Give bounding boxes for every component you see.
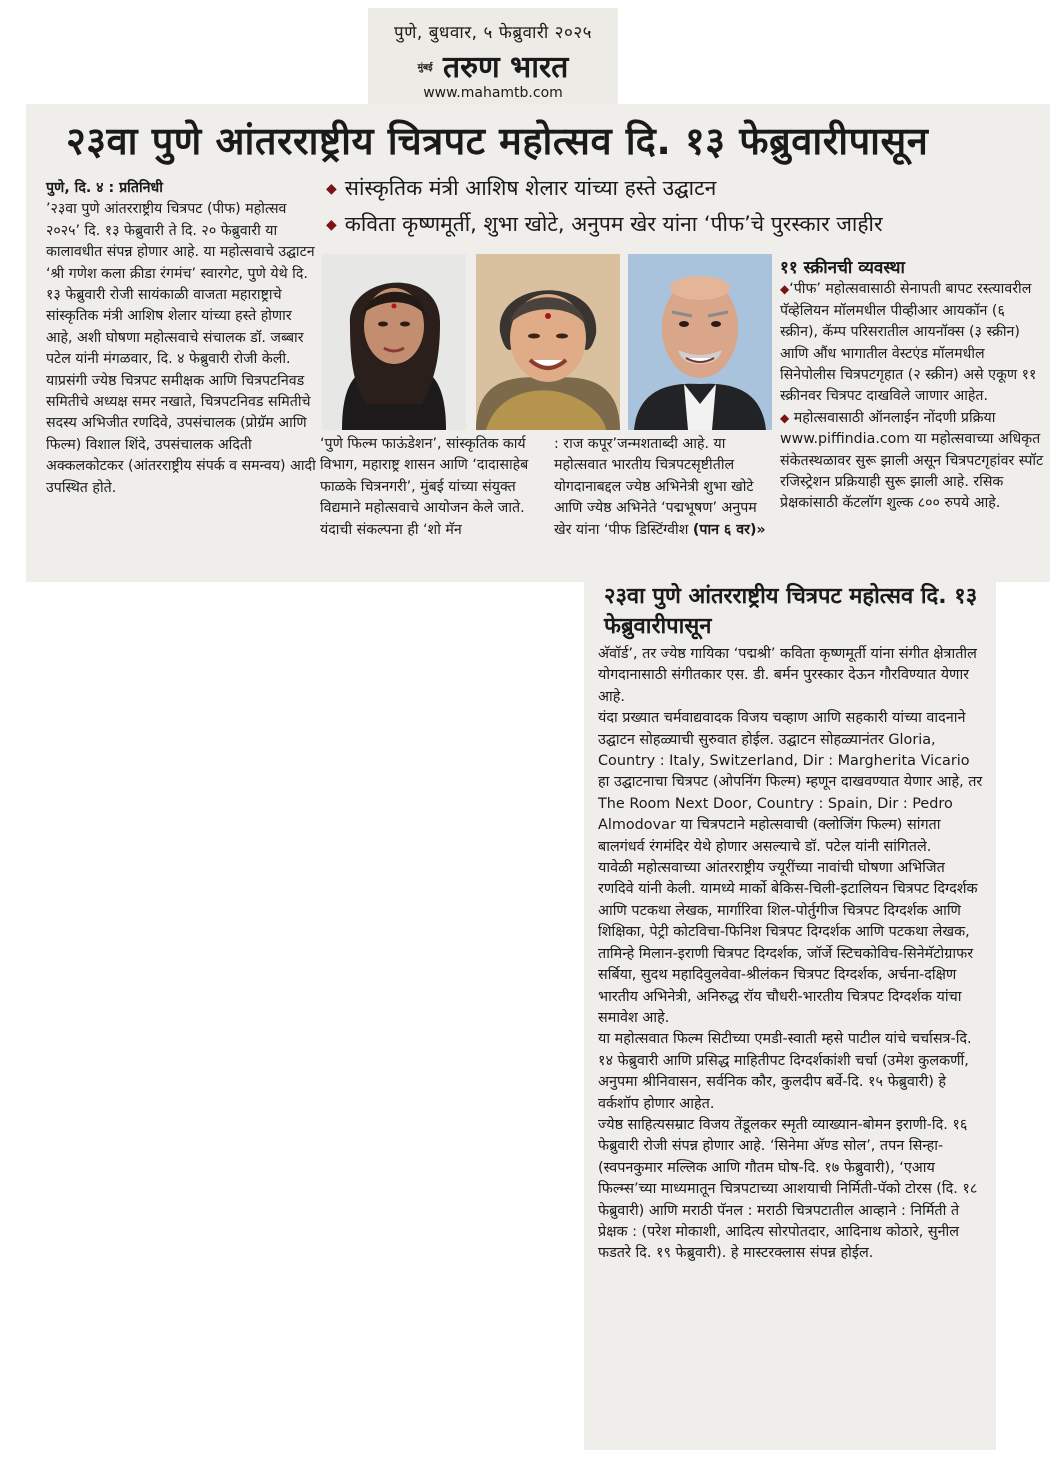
article-column-2: ‘पुणे फिल्म फाऊंडेशन’, सांस्कृतिक कार्य विभाग, महाराष्ट्र शासन आणि ‘दादासाहेब फाळके चित्रनगरी’, मुंबई यांच्या संयुक्त विद्यमाने महोत्सवाचे आयोजन केले जाते. यंदाची संकल्पना ही ‘शो मॅन [320,436,529,538]
diamond-bullet-icon: ◆ [326,181,337,197]
continuation-headline: २३वा पुणे आंतरराष्ट्रीय चित्रपट महोत्सव दि. १३ फेब्रुवारीपासून [604,584,978,639]
article-headline: २३वा पुणे आंतरराष्ट्रीय चित्रपट महोत्सव दि. १३ फेब्रुवारीपासून [66,119,929,163]
website-url: www.mahamtb.com [423,85,563,101]
article-clipping [26,104,1050,582]
photo-shubha-khote [476,254,620,430]
byline: पुणे, दि. ४ : प्रतिनिधी [46,180,163,196]
logo-text: तरुण भारत [443,50,569,85]
masthead [368,8,618,104]
subheading-1 [326,174,716,202]
subheading-2 [326,210,883,238]
article-column-1 [46,178,322,499]
sidebar-title: ११ स्क्रीनची व्यवस्था [780,258,905,278]
continuation-paragraph: ज्येष्ठ साहित्यसम्राट विजय तेंडूलकर स्मृती व्याख्यान-बोमन इराणी-दि. १६ फेब्रुवारी रोजी संपन्न होणार आहे. ‘सिनेमा अ‍ॅण्ड सोल’, तपन सिन्हा-(स्वपनकुमार मल्लिक आणि गौतम घोष-दि. १७ फेब्रुवारी), ‘एआय फिल्म्स’च्या माध्यमातून चित्रपटाच्या आशयाची निर्मिती-पॅको टोरस (दि. १८ फेब्रुवारी) आणि मराठी पॅनल : मराठी चित्रपटातील आव्हाने : निर्मिती ते प्रेक्षक : (परेश मोकाशी, आदित्य सोरपोतदार, आदिनाथ कोठारे, सुनील फडतरे दि. १९ फेब्रुवारी). हे मास्टरक्लास संपन्न होईल. [598,1116,978,1262]
continued-on-page-link: (पान ६ वर)» [692,521,766,538]
diamond-bullet-icon: ◆ [780,410,790,425]
diamond-bullet-icon: ◆ [780,282,790,297]
continuation-paragraph: अ‍ॅवॉर्ड’, तर ज्येष्ठ गायिका ‘पद्मश्री’ कविता कृष्णमूर्ती यांना संगीत क्षेत्रातील योगदानासाठी संगीतकार एस. डी. बर्मन पुरस्कार देऊन गौरविण्यात येणार आहे. [598,646,977,705]
photo-kavita-krishnamurthy [322,254,466,430]
article-column-3 [554,434,776,541]
subheading-1-text: सांस्कृतिक मंत्री आशिष शेलार यांच्या हस्ते उद्घाटन [344,176,717,200]
logo-prefix: मुंबई [417,63,433,73]
continuation-paragraph: यंदा प्रख्यात चर्मवाद्यवादक विजय चव्हाण आणि सहकारी यांच्या वादनाने उद्घाटन सोहळ्याची सुरुवात होईल. उद्घाटन सोहळ्यानंतर Gloria, Country : Italy, Switzerland, Dir : Margherita Vicario हा उद्घाटनाचा चित्रपट (ओपनिंग फिल्म) म्हणून दाखवण्यात येणार आहे, तर The Room Next Door, Country : Spain, Dir : Pedro Almodovar या चित्रपटाने महोत्सवाची (क्लोजिंग फिल्म) सांगता बालगंधर्व रंगमंदिर येथे होणार असल्याचे डॉ. पटेल यांनी सांगितले. [598,710,983,855]
sidebar-box [780,258,1044,515]
dateline: पुणे, बुधवार, ५ फेब्रुवारी २०२५ [393,23,593,43]
sidebar-paragraph-1: ‘पीफ’ महोत्सवासाठी सेनापती बापट रस्त्यावरील पॅव्हेलियन मॉलमधील पीव्हीआर आयकॉन (६ स्क्रीन), कॅम्प परिसरातील आयनॉक्स (३ स्क्रीन) आणि औंध भागातील वेस्टएंड मॉलमधील सिनेपोलीस चित्रपटगृहात (२ स्क्रीन) असे एकूण ११ स्क्रीनवर चित्रपट दाखविले जाणार आहेत. [780,281,1037,405]
newspaper-logo [368,50,618,85]
photo-anupam-kher [628,254,772,430]
sidebar-paragraph-2: महोत्सवासाठी ऑनलाईन नोंदणी प्रक्रिया www.piffindia.com या महोत्सवाच्या अधिकृत संकेतस्थळावर सुरू झाली असून चित्रपटगृहांवर स्पॉट रजिस्ट्रेशन प्रक्रियाही सुरू झाली आहे. रसिक प्रेक्षकांसाठी कॅटलॉग शुल्क ८०० रुपये आहे. [780,409,1044,512]
column-3-text: : राज कपूर’जन्मशताब्दी आहे. या महोत्सवात भारतीय चित्रपटसृष्टीतील योगदानाबद्दल ज्येष्ठ अभिनेत्री शुभा खोटे आणि ज्येष्ठ अभिनेते ‘पद्मभूषण’ अनुपम खेर यांना ‘पीफ डिस्टिंग्वीश [554,436,757,538]
continuation-paragraph: यावेळी महोत्सवाच्या आंतरराष्ट्रीय ज्यूरींच्या नावांची घोषणा अभिजित रणदिवे यांनी केली. यामध्ये मार्को बेकिस-चिली-इटालियन चित्रपट दिग्दर्शक आणि पटकथा लेखक, मार्गारिवा शिल-पोर्तुगीज चित्रपट दिग्दर्शक आणि शिक्षिका, पेट्री कोटविचा-फिनिश चित्रपट दिग्दर्शक आणि पटकथा लेखक, तामिन्हे मिलान-इराणी चित्रपट दिग्दर्शक, जॉर्जे स्टिचकोविच-सिनेमॅटोग्राफर सर्बिया, सुदथ महादिवुलवेवा-श्रीलंकन चित्रपट दिग्दर्शक, अर्चना-दक्षिण भारतीय अभिनेत्री, अनिरुद्ध रॉय चौधरी-भारतीय चित्रपट दिग्दर्शक यांचा समावेश आहे. [598,860,978,1026]
continuation-body [598,644,984,1265]
subheading-2-text: कविता कृष्णमूर्ती, शुभा खोटे, अनुपम खेर यांना ‘पीफ’चे पुरस्कार जाहीर [344,212,883,236]
column-1-text: ’२३वा पुणे आंतरराष्ट्रीय चित्रपट (पीफ) महोत्सव २०२५’ दि. १३ फेब्रुवारी ते दि. २० फेब्रुवारी या कालावधीत संपन्न होणार आहे. या महोत्सवाचे उद्घाटन ‘श्री गणेश कला क्रीडा रंगमंच’ स्वारगेट, पुणे येथे दि. १३ फेब्रुवारी रोजी सायंकाळी वाजता महाराष्ट्राचे सांस्कृतिक मंत्री आशिष शेलार यांच्या हस्ते होणार आहे, अशी घोषणा महोत्सवाचे संचालक डॉ. जब्बार पटेल यांनी मंगळवार, दि. ४ फेब्रुवारी रोजी केली. याप्रसंगी ज्येष्ठ चित्रपट समीक्षक आणि चित्रपटनिवड समितीचे अध्यक्ष समर नखाते, चित्रपटनिवड समितीचे सदस्य अभिजीत रणदिवे, उपसंचालक (प्रोग्रॅम आणि फिल्म) विशाल शिंदे, उपसंचालक अदिती अक्कलकोटकर (आंतरराष्ट्रीय संपर्क व समन्वय) आदी उपस्थित होते. [46,201,316,496]
continuation-paragraph: या महोत्सवात फिल्म सिटीच्या एमडी-स्वाती म्हसे पाटील यांचे चर्चासत्र-दि. १४ फेब्रुवारी आणि प्रसिद्ध माहितीपट दिग्दर्शकांशी चर्चा (उमेश कुलकर्णी, अनुपमा श्रीनिवासन, सर्वनिक कौर, कुलदीप बर्वे-दि. १५ फेब्रुवारी) हे वर्कशॉप होणार आहेत. [598,1031,972,1112]
diamond-bullet-icon: ◆ [326,217,337,233]
continuation-clipping [584,578,996,1450]
